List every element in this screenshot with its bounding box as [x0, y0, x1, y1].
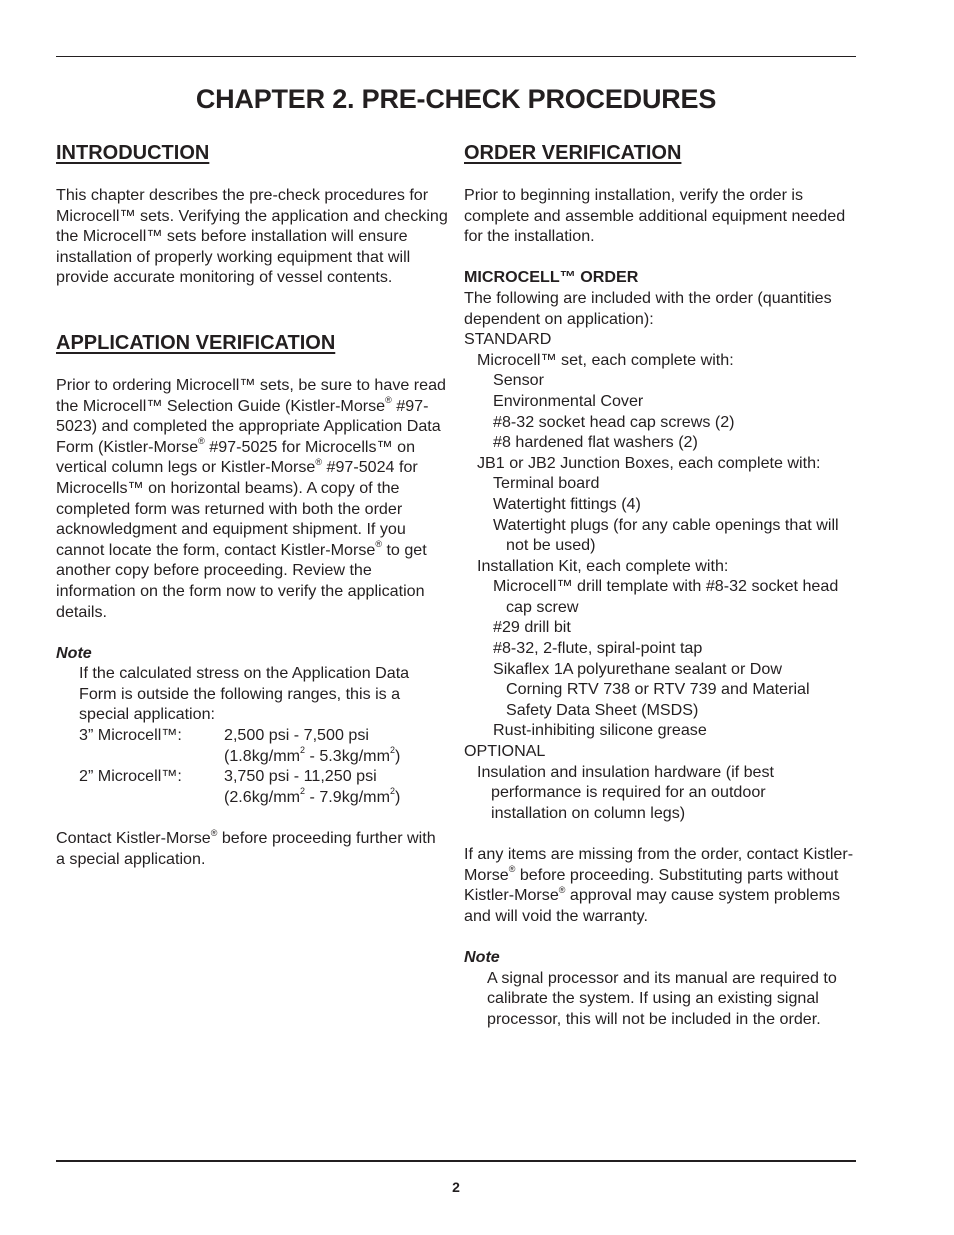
right-column	[464, 141, 859, 1029]
application-heading: APPLICATION VERIFICATION	[56, 331, 336, 354]
order-note-label: Note	[464, 947, 500, 966]
jb-item: Watertight fittings (4)	[493, 494, 641, 513]
kit-item: Microcell™ drill template with #8-32 socket head cap screw	[493, 577, 839, 616]
application-note	[56, 663, 448, 807]
left-column	[56, 141, 448, 869]
application-note-text: If the calculated stress on the Application Data Form is outside the following ranges, this is a special application:	[79, 664, 410, 724]
standard-label: STANDARD	[464, 330, 552, 349]
order-body: Prior to beginning installation, verify the order is complete and assemble additional equipment needed for the installation.	[464, 186, 846, 246]
set-item: #8 hardened flat washers (2)	[493, 433, 698, 452]
kit-item: Sikaflex 1A polyurethane sealant or Dow Corning RTV 738 or RTV 739 and Material Safety Data Sheet (MSDS)	[493, 659, 810, 719]
order-heading: ORDER VERIFICATION	[464, 142, 682, 164]
jb-line: JB1 or JB2 Junction Boxes, each complete with:	[477, 453, 821, 472]
microcell-order-heading: MICROCELL™ ORDER	[464, 268, 639, 287]
optional-label: OPTIONAL	[464, 742, 546, 761]
jb-item: Terminal board	[493, 474, 600, 493]
missing-items-paragraph: If any items are missing from the order, contact Kistler-Morse® before proceeding. Substituting parts without Kistler-Morse® approval may cause system problems and will void the warranty.	[464, 845, 854, 925]
application-body: Prior to ordering Microcell™ sets, be sure to have read the Microcell™ Selection Guide (Kistler-Morse® #97-5023) and completed the appropriate Application Data Form (Kistler-Morse® #97-5025 for Microcells™ on vertical column legs or Kistler-Morse® #97-5024 for Microcells™ on horizontal beams). A copy of the completed form was returned with both the order acknowledgment and equipment shipment. If you cannot locate the form, contact Kistler-Morse® to get another copy before proceeding. Review the information on the form now to verify the application details.	[56, 375, 446, 621]
chapter-title: CHAPTER 2. PRE-CHECK PROCEDURES	[195, 84, 717, 114]
stress-ranges-table	[79, 725, 400, 807]
introduction-body: This chapter describes the pre-check procedures for Microcell™ sets. Verifying the application and checking the Microcell™ sets before installation will ensure installation of properly working equipment that will provide accurate monitoring of vessel contents.	[56, 186, 448, 287]
top-rule	[56, 56, 856, 57]
set-item: Sensor	[493, 371, 544, 390]
kit-item: #8-32, 2-flute, spiral-point tap	[493, 639, 703, 658]
contact-paragraph: Contact Kistler-Morse® before proceeding further with a special application.	[56, 827, 436, 868]
set-line: Microcell™ set, each complete with:	[477, 350, 734, 369]
order-note-text: A signal processor and its manual are required to calibrate the system. If using an existing signal processor, this will not be included in the order.	[487, 968, 837, 1028]
introduction-heading: INTRODUCTION	[56, 142, 210, 164]
optional-item: Insulation and insulation hardware (if best performance is required for an outdoor installation on column legs)	[477, 762, 775, 822]
range-row-3in: 3” Microcell™: 2,500 psi - 7,500 psi	[79, 726, 369, 745]
jb-item: Watertight plugs (for any cable openings that will not be used)	[493, 515, 839, 555]
range-row-2in: 2” Microcell™: 3,750 psi - 11,250 psi	[79, 767, 377, 786]
kit-line: Installation Kit, each complete with:	[477, 556, 729, 575]
range-row-3in-metric: $(1.8kg/mm^2 - 5.3kg/mm^2)$	[224, 745, 401, 765]
kit-item: Rust-inhibiting silicone grease	[493, 721, 707, 740]
page-number: 2	[452, 1179, 460, 1195]
bottom-rule	[56, 1160, 856, 1162]
set-item: Environmental Cover	[493, 391, 644, 410]
kit-item: #29 drill bit	[493, 618, 571, 637]
order-intro: The following are included with the order (quantities dependent on application):	[464, 288, 832, 328]
application-note-label: Note	[56, 643, 92, 662]
range-row-2in-metric: $(2.6kg/mm^2 - 7.9kg/mm^2)$	[224, 786, 401, 806]
set-item: #8-32 socket head cap screws (2)	[493, 412, 735, 431]
